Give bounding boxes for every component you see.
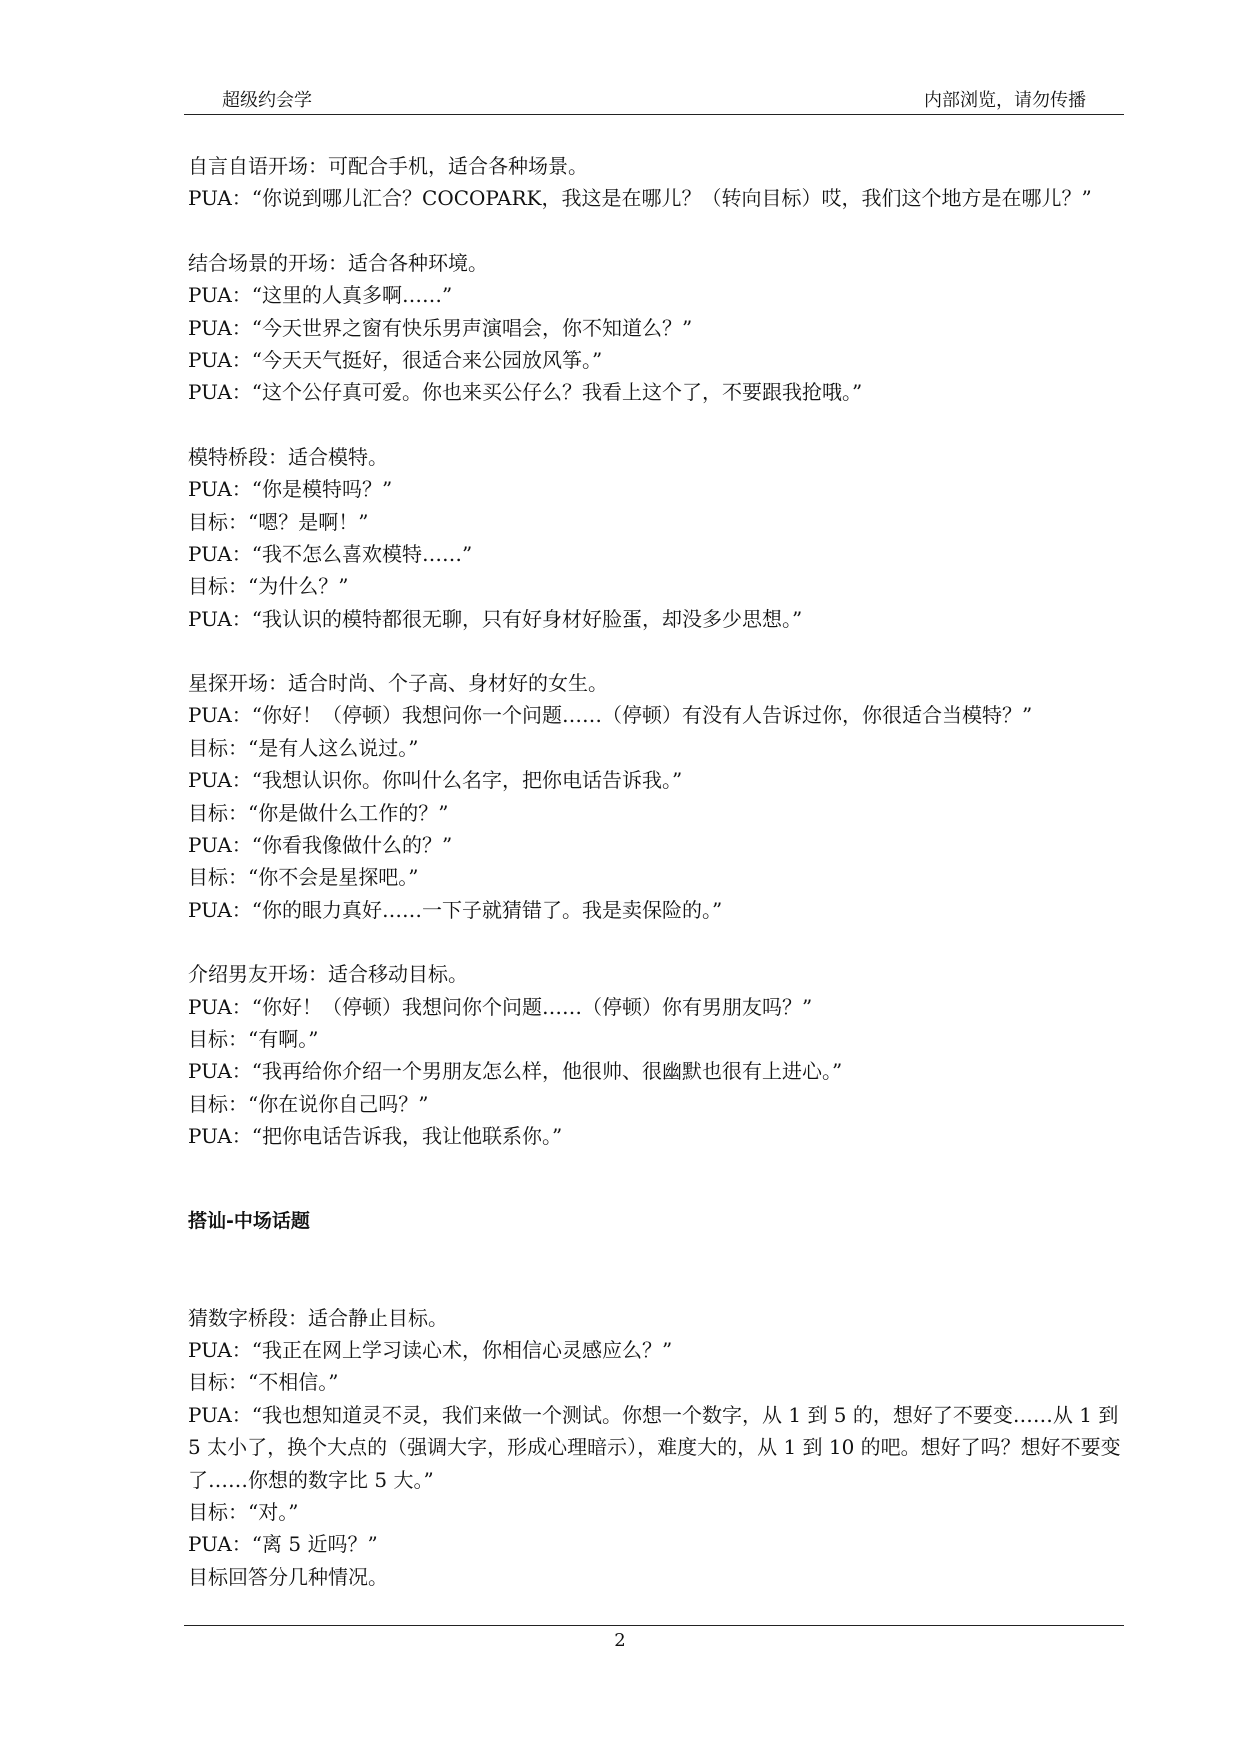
dialogue-line: 目标：“对。” <box>188 1499 299 1524</box>
dialogue-line: 目标：“不相信。” <box>188 1370 339 1395</box>
dialogue-line: PUA：“你好！（停顿）我想问你个问题……（停顿）你有男朋友吗？” <box>188 994 813 1019</box>
section-title: 猜数字桥段：适合静止目标。 <box>188 1305 448 1330</box>
dialogue-line: 目标：“为什么？” <box>188 574 349 599</box>
dialogue-line: 目标：“你不会是星探吧。” <box>188 865 419 890</box>
dialogue-line: PUA：“你看我像做什么的？” <box>188 833 453 858</box>
section-title: 模特桥段：适合模特。 <box>188 444 388 469</box>
dialogue-line: PUA：“我想认识你。你叫什么名字，把你电话告诉我。” <box>188 768 683 793</box>
header-notice: 内部浏览，请勿传播 <box>924 90 1086 111</box>
section-scout-opener <box>188 667 1128 926</box>
dialogue-line: PUA：“我认识的模特都很无聊，只有好身材好脸蛋，却没多少思想。” <box>188 606 803 631</box>
dialogue-line: PUA：“你说到哪儿汇合？COCOPARK，我这是在哪儿？（转向目标）哎，我们这个地方是在哪儿？” <box>188 186 1092 211</box>
dialogue-paragraph: PUA：“我也想知道灵不灵，我们来做一个测试。你想一个数字，从 1 到 5 的，想好了不要变……从 1 到 5 太小了，换个大点的（强调大字，形成心理暗示），难度大的，从 1 到 10 的吧。想好了吗？想好不要变了……你想的数字比 5 大。” <box>188 1402 1121 1492</box>
dialogue-line: PUA：“这里的人真多啊……” <box>188 283 453 308</box>
section-title: 结合场景的开场：适合各种环境。 <box>188 250 488 275</box>
dialogue-line: PUA：“今天世界之窗有快乐男声演唱会，你不知道么？” <box>188 315 693 340</box>
dialogue-line: 目标回答分几种情况。 <box>188 1564 388 1589</box>
header-title: 超级约会学 <box>222 90 312 111</box>
section-title: 自言自语开场：可配合手机，适合各种场景。 <box>188 154 588 178</box>
dialogue-line: PUA：“把你电话告诉我，我让他联系你。” <box>188 1124 563 1149</box>
section-title: 介绍男友开场：适合移动目标。 <box>188 962 468 987</box>
section-model-bridge <box>188 441 1128 635</box>
dialogue-line: 目标：“嗯？是啊！” <box>188 509 369 534</box>
dialogue-line: 目标：“有啊。” <box>188 1026 319 1051</box>
section-boyfriend-opener <box>188 958 1128 1152</box>
dialogue-line: 目标：“是有人这么说过。” <box>188 735 419 760</box>
section-self-talk-opener <box>188 150 1128 215</box>
dialogue-line: PUA：“我正在网上学习读心术，你相信心灵感应么？” <box>188 1337 673 1362</box>
page-header <box>184 86 1124 115</box>
dialogue-line: PUA：“你是模特吗？” <box>188 477 393 502</box>
dialogue-line: PUA：“这个公仔真可爱。你也来买公仔么？我看上这个了，不要跟我抢哦。” <box>188 380 863 405</box>
document-body <box>188 150 1128 1593</box>
section-title: 星探开场：适合时尚、个子高、身材好的女生。 <box>188 671 608 696</box>
page-number: 2 <box>614 1630 626 1651</box>
dialogue-line: PUA：“今天天气挺好，很适合来公园放风筝。” <box>188 347 603 372</box>
chapter-heading: 搭讪-中场话题 <box>188 1209 310 1232</box>
dialogue-line: 目标：“你在说你自己吗？” <box>188 1091 429 1116</box>
section-scene-opener <box>188 247 1128 409</box>
dialogue-line: PUA：“我不怎么喜欢模特……” <box>188 541 473 566</box>
footer-rule <box>184 1625 1124 1626</box>
dialogue-line: PUA：“你的眼力真好……一下子就猜错了。我是卖保险的。” <box>188 897 723 922</box>
dialogue-line: 目标：“你是做什么工作的？” <box>188 800 449 825</box>
dialogue-line: PUA：“离 5 近吗？” <box>188 1532 378 1557</box>
dialogue-line: PUA：“我再给你介绍一个男朋友怎么样，他很帅、很幽默也很有上进心。” <box>188 1059 843 1084</box>
section-guess-number <box>188 1302 1128 1594</box>
dialogue-line: PUA：“你好！（停顿）我想问你一个问题……（停顿）有没有人告诉过你，你很适合当模特？” <box>188 703 1033 728</box>
